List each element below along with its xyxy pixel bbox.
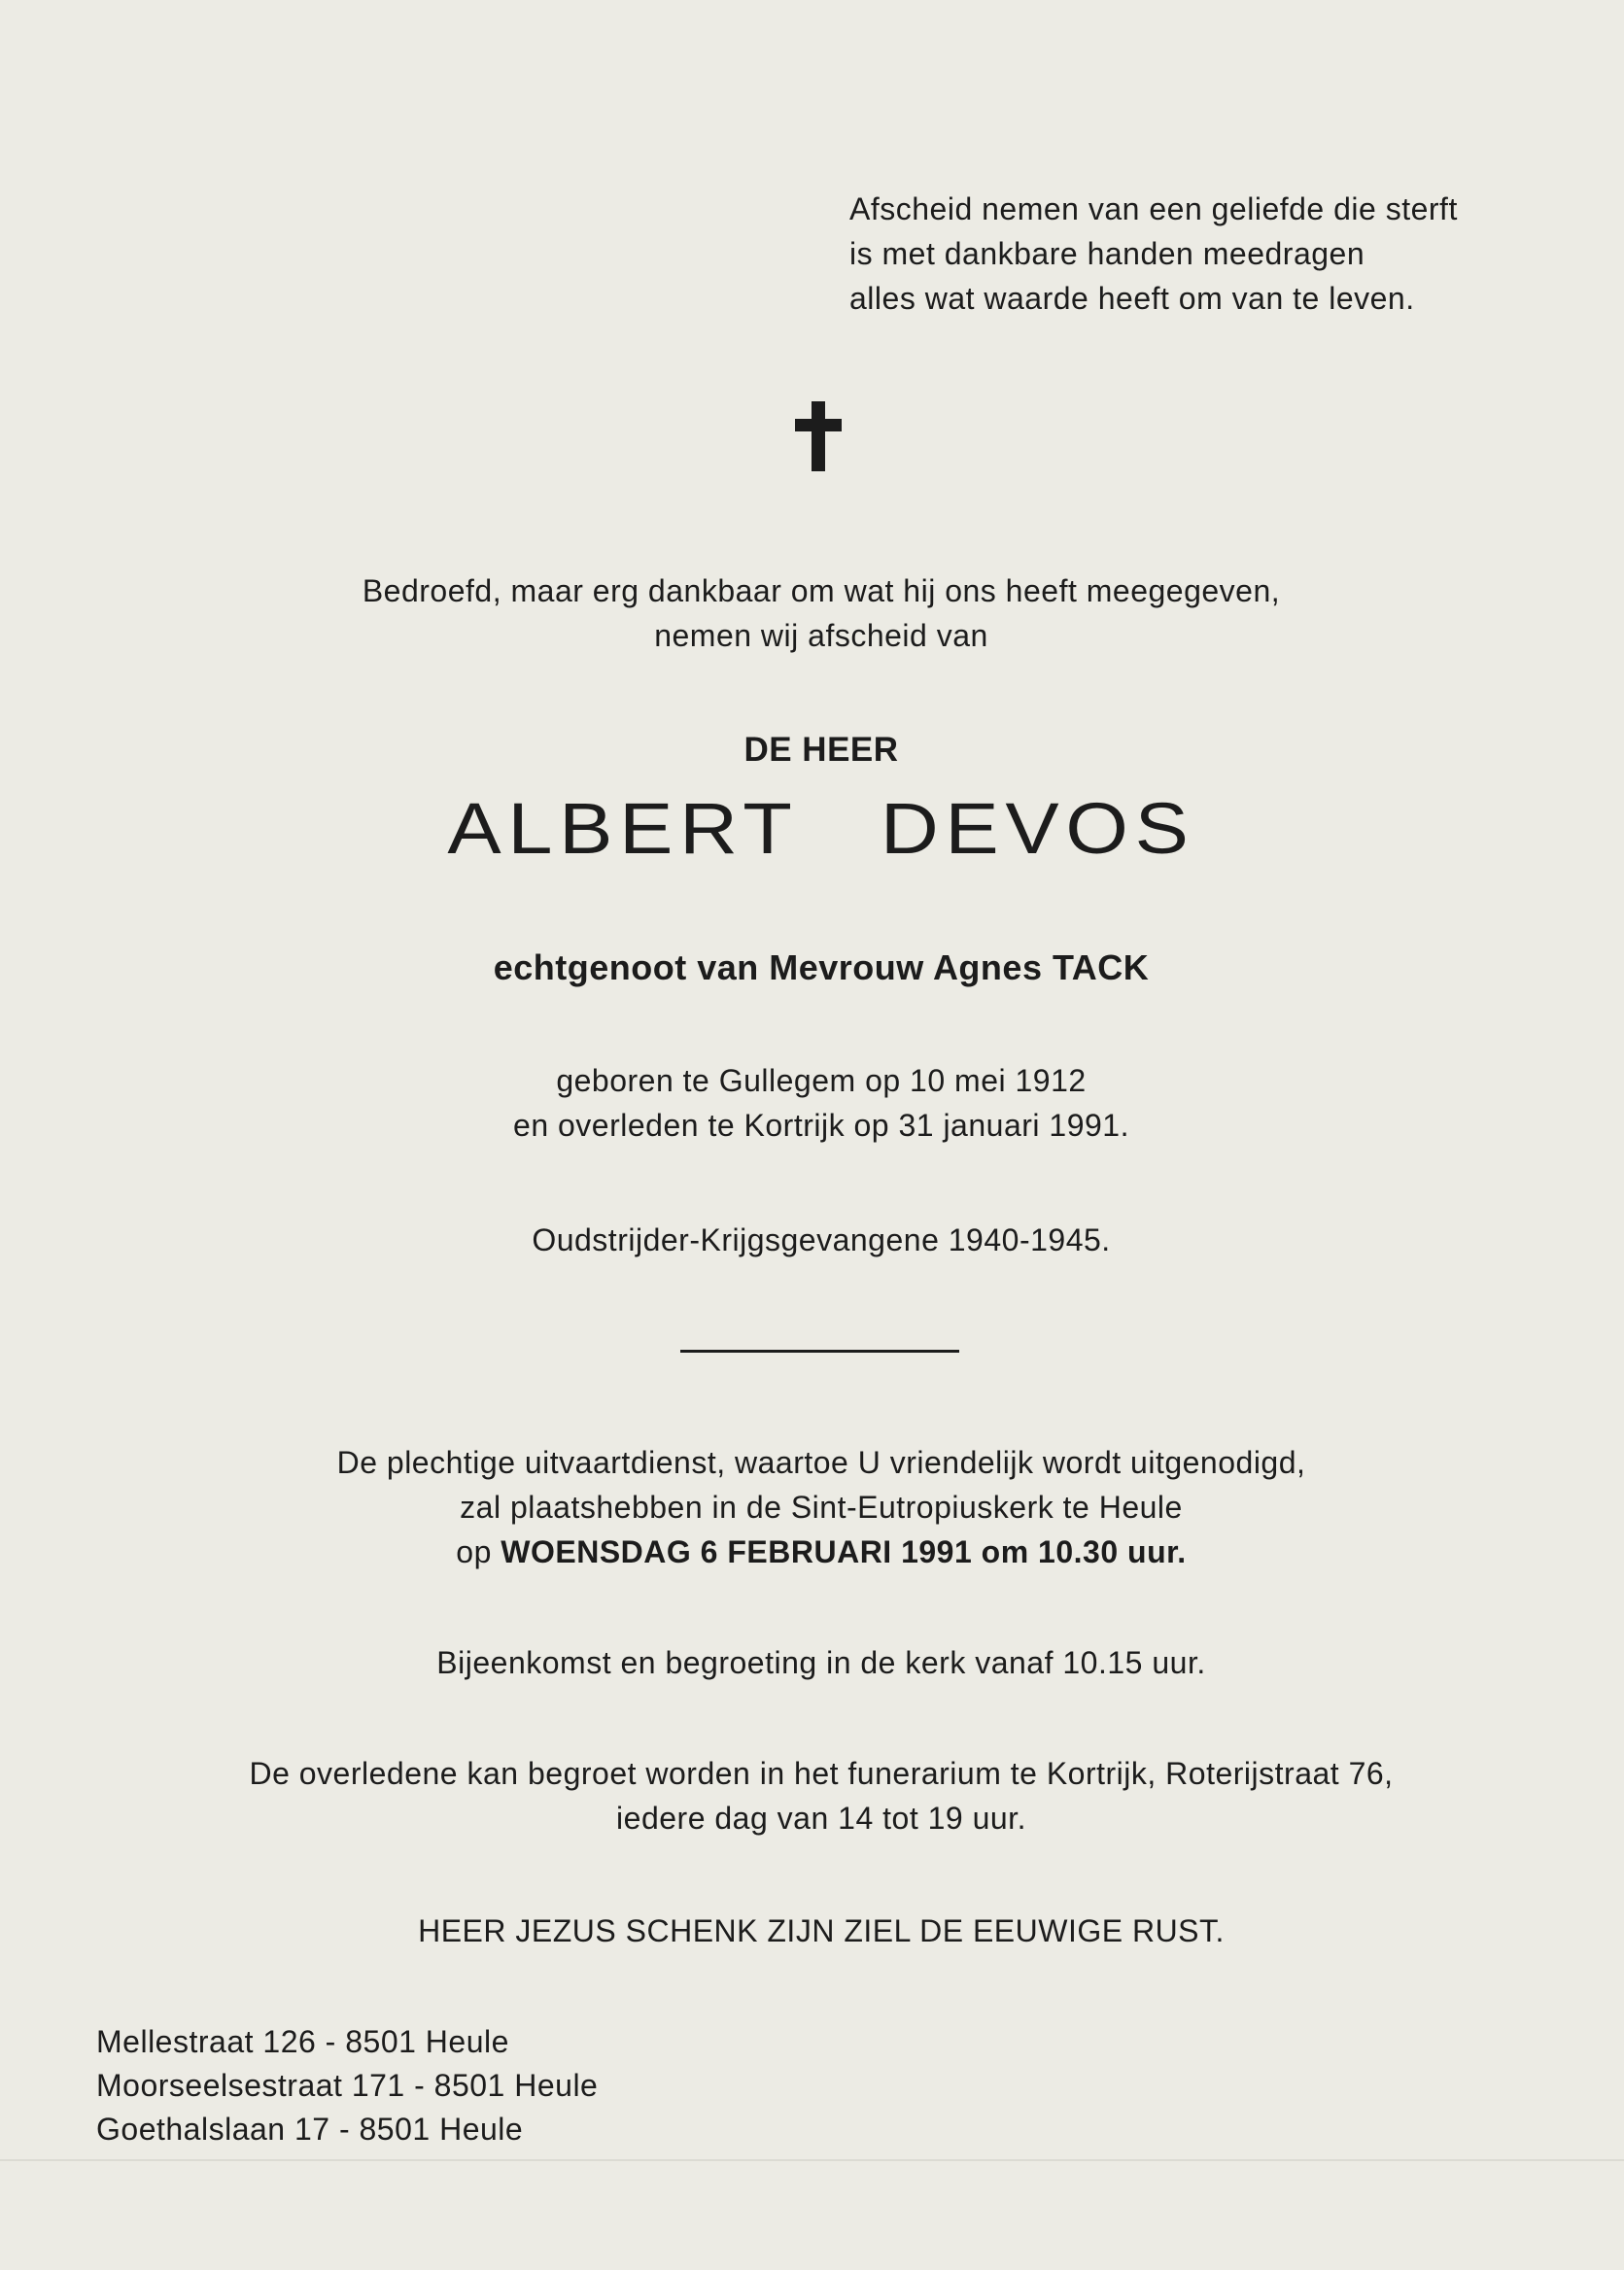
gathering-line: Bijeenkomst en begroeting in de kerk vanaf 10.15 uur.: [436, 1645, 1206, 1680]
intro-line-1: Bedroefd, maar erg dankbaar om wat hij ons heeft meegegeven,: [362, 573, 1281, 608]
prayer-line: HEER JEZUS SCHENK ZIJN ZIEL DE EEUWIGE RUST.: [418, 1913, 1225, 1948]
service-line-1: De plechtige uitvaartdienst, waartoe U vriendelijk wordt uitgenodigd,: [336, 1445, 1306, 1480]
honorific: DE HEER: [743, 731, 899, 769]
death-line: en overleden te Kortrijk op 31 januari 1991.: [513, 1108, 1129, 1143]
service-line-2: zal plaatshebben in de Sint-Eutropiuskerk te Heule: [460, 1490, 1183, 1525]
viewing-line-1: De overledene kan begroet worden in het funerarium te Kortrijk, Roterijstraat 76,: [249, 1756, 1394, 1791]
divider: [680, 1350, 959, 1353]
birth-line: geboren te Gullegem op 10 mei 1912: [556, 1063, 1087, 1098]
service-line-3: [0, 1534, 1624, 1570]
viewing-line-2: iedere dag van 14 tot 19 uur.: [616, 1801, 1026, 1836]
deceased-name: ALBERT DEVOS: [447, 788, 1195, 869]
service-prefix: op: [456, 1534, 492, 1569]
poem-line-3: alles wat waarde heeft om van te leven.: [849, 281, 1415, 316]
address-2: Moorseelsestraat 171 - 8501 Heule: [96, 2068, 599, 2103]
cross-icon: [795, 401, 842, 471]
veteran-line: Oudstrijder-Krijgsgevangene 1940-1945.: [532, 1222, 1111, 1257]
address-1: Mellestraat 126 - 8501 Heule: [96, 2024, 509, 2059]
address-3: Goethalslaan 17 - 8501 Heule: [96, 2112, 524, 2147]
intro-line-2: nemen wij afscheid van: [654, 618, 988, 653]
paper-fold: [0, 2159, 1624, 2161]
poem-line-2: is met dankbare handen meedragen: [849, 236, 1365, 271]
poem-line-1: Afscheid nemen van een geliefde die sterft: [849, 191, 1458, 226]
service-date-time: WOENSDAG 6 FEBRUARI 1991 om 10.30 uur.: [501, 1534, 1187, 1569]
spouse-line: echtgenoot van Mevrouw Agnes TACK: [493, 947, 1150, 987]
